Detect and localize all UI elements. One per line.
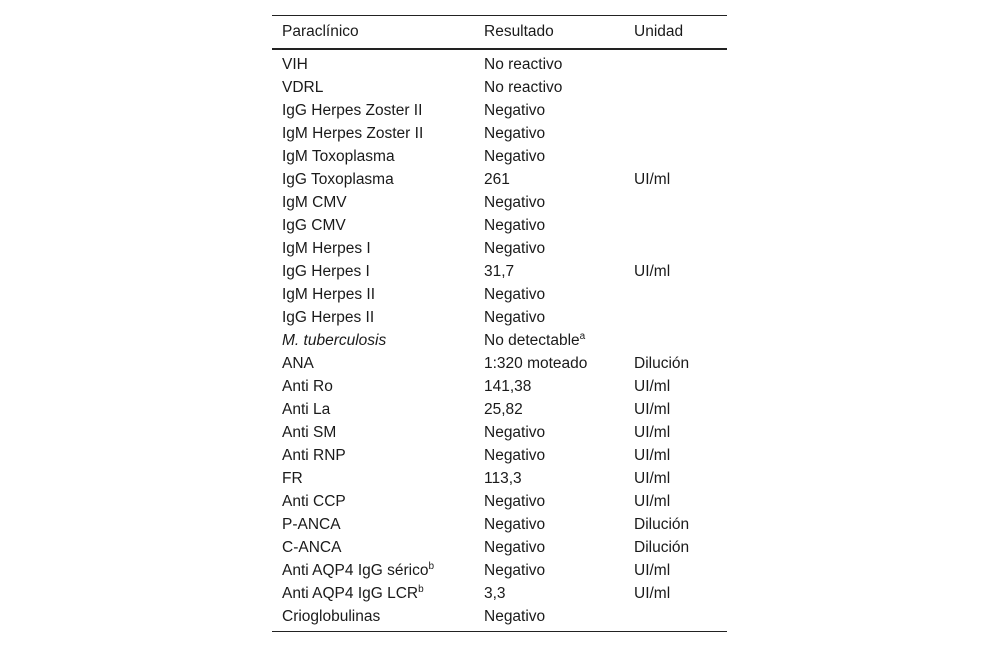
- cell-unidad: UI/ml: [634, 584, 671, 602]
- table-row: [272, 490, 727, 513]
- table-row: [272, 191, 727, 214]
- table-row: [272, 513, 727, 536]
- cell-resultado: [474, 536, 624, 559]
- footnote-marker: b: [428, 560, 435, 572]
- paraclinico-text: Anti Ro: [282, 377, 333, 395]
- table-row: [272, 99, 727, 122]
- resultado-text: Negativo: [484, 538, 546, 556]
- resultado-text: Negativo: [484, 216, 546, 234]
- cell-paraclinico: [272, 191, 474, 214]
- resultado-text: Negativo: [484, 285, 546, 303]
- cell-unidad: [624, 214, 727, 237]
- paraclinico-text: M. tuberculosis: [282, 331, 387, 349]
- cell-resultado: [474, 168, 624, 191]
- paraclinico-text: C-ANCA: [282, 538, 342, 556]
- cell-resultado: [474, 421, 624, 444]
- paraclinico-text: Anti AQP4 IgG sérico: [282, 561, 429, 579]
- cell-resultado: [474, 145, 624, 168]
- table-row: [272, 168, 727, 191]
- cell-resultado: [474, 260, 624, 283]
- cell-paraclinico: [272, 122, 474, 145]
- cell-resultado: [474, 467, 624, 490]
- table-row: [272, 467, 727, 490]
- cell-paraclinico: [272, 237, 474, 260]
- table-row: [272, 76, 727, 99]
- table-row: [272, 536, 727, 559]
- resultado-text: Negativo: [484, 124, 546, 142]
- cell-unidad: UI/ml: [634, 262, 671, 280]
- cell-resultado: [474, 444, 624, 467]
- table-row: [272, 559, 727, 582]
- cell-resultado: [474, 352, 624, 375]
- cell-resultado: [474, 582, 624, 605]
- table-row: [272, 122, 727, 145]
- resultado-text: 31,7: [484, 262, 515, 280]
- paraclinico-text: IgM Herpes I: [282, 239, 371, 257]
- paraclinico-text: Anti AQP4 IgG LCR: [282, 584, 419, 602]
- table-row: [272, 260, 727, 283]
- paraclinico-text: Crioglobulinas: [282, 607, 381, 625]
- cell-paraclinico: [272, 421, 474, 444]
- paraclinico-text: IgM Herpes II: [282, 285, 376, 303]
- cell-paraclinico: [272, 214, 474, 237]
- cell-paraclinico: [272, 352, 474, 375]
- cell-resultado: [474, 214, 624, 237]
- header-resultado: Resultado: [484, 23, 554, 40]
- cell-paraclinico: [272, 582, 474, 605]
- paraclinico-text: ANA: [282, 354, 314, 372]
- resultado-text: No reactivo: [484, 55, 563, 73]
- cell-paraclinico: [272, 283, 474, 306]
- paraclinico-text: IgG Toxoplasma: [282, 170, 394, 188]
- cell-paraclinico: [272, 559, 474, 582]
- cell-unidad: [624, 99, 727, 122]
- cell-unidad: [624, 76, 727, 99]
- cell-paraclinico: [272, 444, 474, 467]
- resultado-text: 141,38: [484, 377, 532, 395]
- resultado-text: 3,3: [484, 584, 506, 602]
- resultado-text: No detectable: [484, 331, 580, 349]
- paraclinico-text: IgM Herpes Zoster II: [282, 124, 424, 142]
- cell-resultado: [474, 191, 624, 214]
- resultado-text: Negativo: [484, 308, 546, 326]
- cell-paraclinico: [272, 76, 474, 99]
- lab-results-table: [272, 15, 727, 632]
- table-row: [272, 214, 727, 237]
- paraclinico-text: IgM Toxoplasma: [282, 147, 395, 165]
- cell-unidad: UI/ml: [634, 423, 671, 441]
- cell-paraclinico: [272, 398, 474, 421]
- table-row: [272, 306, 727, 329]
- cell-paraclinico: [272, 49, 474, 76]
- paraclinico-text: IgM CMV: [282, 193, 347, 211]
- resultado-text: Negativo: [484, 561, 546, 579]
- table-header: [272, 16, 727, 50]
- cell-unidad: UI/ml: [634, 492, 671, 510]
- cell-paraclinico: [272, 536, 474, 559]
- resultado-text: Negativo: [484, 101, 546, 119]
- cell-paraclinico: [272, 260, 474, 283]
- resultado-text: Negativo: [484, 446, 546, 464]
- cell-unidad: [624, 306, 727, 329]
- table-row: [272, 582, 727, 605]
- table-row: [272, 444, 727, 467]
- cell-unidad: UI/ml: [634, 446, 671, 464]
- resultado-text: 1:320 moteado: [484, 354, 588, 372]
- table-row: [272, 145, 727, 168]
- table-row: [272, 375, 727, 398]
- cell-unidad: UI/ml: [634, 469, 671, 487]
- lab-results-table-container: [272, 15, 727, 632]
- cell-unidad: Dilución: [634, 354, 690, 372]
- table-row: [272, 605, 727, 632]
- paraclinico-text: VIH: [282, 55, 308, 73]
- table-row: [272, 421, 727, 444]
- resultado-text: 261: [484, 170, 510, 188]
- paraclinico-text: Anti CCP: [282, 492, 346, 510]
- cell-paraclinico: [272, 145, 474, 168]
- resultado-text: Negativo: [484, 423, 546, 441]
- paraclinico-text: VDRL: [282, 78, 324, 96]
- cell-resultado: [474, 329, 624, 352]
- cell-paraclinico: [272, 329, 474, 352]
- cell-resultado: [474, 122, 624, 145]
- paraclinico-text: Anti SM: [282, 423, 337, 441]
- footnote-marker: b: [418, 583, 424, 595]
- resultado-text: Negativo: [484, 147, 546, 165]
- table-row: [272, 329, 727, 352]
- cell-resultado: [474, 99, 624, 122]
- cell-unidad: [624, 49, 727, 76]
- paraclinico-text: P-ANCA: [282, 515, 341, 533]
- cell-resultado: [474, 49, 624, 76]
- cell-resultado: [474, 306, 624, 329]
- cell-resultado: [474, 283, 624, 306]
- paraclinico-text: IgG Herpes II: [282, 308, 375, 326]
- cell-unidad: UI/ml: [634, 400, 671, 418]
- header-paraclinico: Paraclínico: [282, 23, 359, 40]
- cell-unidad: UI/ml: [634, 377, 671, 395]
- resultado-text: Negativo: [484, 607, 546, 625]
- cell-resultado: [474, 513, 624, 536]
- cell-paraclinico: [272, 513, 474, 536]
- cell-unidad: [624, 605, 727, 632]
- resultado-text: Negativo: [484, 193, 546, 211]
- cell-unidad: [624, 329, 727, 352]
- cell-unidad: [624, 191, 727, 214]
- table-row: [272, 352, 727, 375]
- cell-paraclinico: [272, 605, 474, 632]
- resultado-text: Negativo: [484, 239, 546, 257]
- resultado-text: 25,82: [484, 400, 523, 418]
- table-body: [272, 49, 727, 632]
- resultado-text: Negativo: [484, 515, 546, 533]
- table-row: [272, 398, 727, 421]
- cell-unidad: [624, 145, 727, 168]
- cell-paraclinico: [272, 467, 474, 490]
- paraclinico-text: IgG CMV: [282, 216, 346, 234]
- cell-resultado: [474, 605, 624, 632]
- paraclinico-text: Anti RNP: [282, 446, 346, 464]
- cell-unidad: [624, 122, 727, 145]
- table-row: [272, 49, 727, 76]
- cell-unidad: Dilución: [634, 515, 690, 533]
- header-row: [272, 16, 727, 50]
- cell-paraclinico: [272, 375, 474, 398]
- resultado-text: Negativo: [484, 492, 546, 510]
- cell-resultado: [474, 375, 624, 398]
- table-row: [272, 237, 727, 260]
- cell-resultado: [474, 490, 624, 513]
- cell-resultado: [474, 559, 624, 582]
- cell-unidad: Dilución: [634, 538, 690, 556]
- table-row: [272, 283, 727, 306]
- paraclinico-text: Anti La: [282, 400, 331, 418]
- paraclinico-text: IgG Herpes Zoster II: [282, 101, 423, 119]
- resultado-text: No reactivo: [484, 78, 563, 96]
- footnote-marker: a: [579, 330, 586, 342]
- cell-paraclinico: [272, 490, 474, 513]
- paraclinico-text: IgG Herpes I: [282, 262, 370, 280]
- paraclinico-text: FR: [282, 469, 303, 487]
- cell-paraclinico: [272, 99, 474, 122]
- cell-unidad: UI/ml: [634, 170, 671, 188]
- cell-paraclinico: [272, 306, 474, 329]
- cell-resultado: [474, 237, 624, 260]
- header-unidad: Unidad: [634, 23, 684, 40]
- cell-paraclinico: [272, 168, 474, 191]
- resultado-text: 113,3: [484, 469, 522, 487]
- cell-unidad: [624, 283, 727, 306]
- cell-unidad: UI/ml: [634, 561, 671, 579]
- cell-resultado: [474, 398, 624, 421]
- cell-unidad: [624, 237, 727, 260]
- cell-resultado: [474, 76, 624, 99]
